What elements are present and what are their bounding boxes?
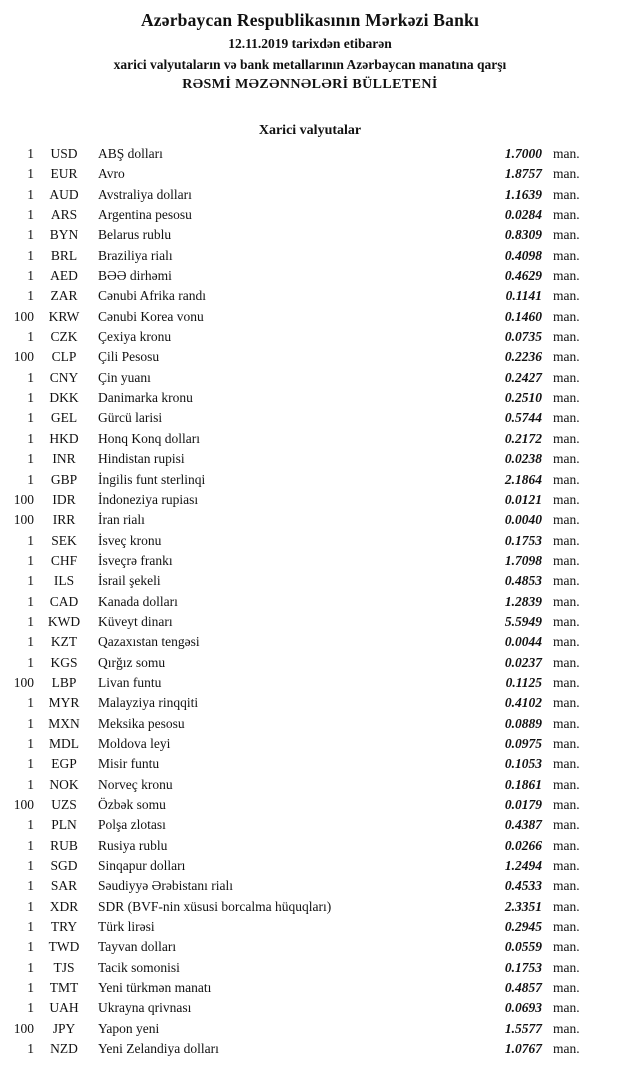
currency-code: NOK — [49, 776, 79, 792]
currency-code: KWD — [47, 613, 81, 629]
unit-suffix: man. — [553, 207, 580, 223]
rate-row — [0, 978, 590, 998]
rate-row — [0, 490, 590, 510]
currency-code: CLP — [51, 349, 77, 365]
unit-suffix: man. — [553, 410, 580, 426]
unit-suffix: man. — [553, 451, 580, 467]
rate-value: 0.4102 — [504, 695, 542, 711]
unit-suffix: man. — [553, 1000, 580, 1016]
unit-suffix: man. — [553, 247, 580, 263]
rate-value: 0.4533 — [504, 878, 542, 894]
rate-row — [0, 917, 590, 937]
currency-name: Braziliya rialı — [98, 247, 173, 263]
currency-code: CNY — [49, 369, 79, 385]
rate-row — [0, 185, 590, 205]
currency-code: ILS — [53, 573, 75, 589]
currency-name: Yeni türkmən manatı — [98, 980, 212, 996]
currency-name: Moldova leyi — [98, 735, 171, 751]
rate-row — [0, 937, 590, 957]
rate-quantity: 1 — [27, 552, 34, 568]
rates-table — [0, 144, 620, 1059]
rate-quantity: 1 — [27, 369, 34, 385]
currency-code: KZT — [50, 634, 78, 650]
currency-name: Çili Pesosu — [98, 349, 160, 365]
bulletin-subtitle: xarici valyutaların və bank metallarının Azərbaycan manatına qarşı — [113, 57, 507, 72]
rate-quantity: 1 — [27, 735, 34, 751]
currency-name: Honq Konq dolları — [98, 430, 200, 446]
unit-suffix: man. — [553, 146, 580, 161]
unit-suffix: man. — [553, 634, 580, 650]
unit-suffix: man. — [553, 1020, 580, 1036]
rate-row — [0, 408, 590, 428]
rate-row — [0, 307, 590, 327]
rate-quantity: 1 — [27, 329, 34, 345]
unit-suffix: man. — [553, 349, 580, 365]
currency-name: Tayvan dolları — [98, 939, 177, 955]
rate-quantity: 1 — [27, 593, 34, 609]
currency-code: TRY — [50, 919, 78, 935]
currency-code: PLN — [51, 817, 77, 833]
currency-name: SDR (BVF-nin xüsusi borcalma hüquqları) — [98, 898, 332, 914]
rate-value: 0.4387 — [504, 817, 542, 833]
unit-suffix: man. — [553, 654, 580, 670]
rate-quantity: 1 — [27, 532, 34, 548]
currency-code: UZS — [51, 797, 77, 812]
rate-value: 0.0975 — [504, 735, 542, 751]
currency-name: İndoneziya rupiası — [98, 491, 199, 507]
rate-row — [0, 734, 590, 754]
rate-row — [0, 592, 590, 612]
unit-suffix: man. — [553, 797, 580, 812]
effective-date: 12.11.2019 tarixdən etibarən — [228, 36, 392, 51]
rate-quantity: 1 — [27, 1041, 34, 1057]
rate-row — [0, 510, 590, 530]
unit-suffix: man. — [553, 532, 580, 548]
rate-value: 0.2236 — [504, 349, 542, 365]
rate-row — [0, 164, 590, 184]
bank-title: Azərbaycan Respublikasının Mərkəzi Bankı — [140, 10, 480, 30]
rate-row — [0, 876, 590, 896]
rate-quantity: 1 — [27, 939, 34, 955]
currency-name: Polşa zlotası — [98, 817, 166, 833]
currency-code: ZAR — [50, 288, 78, 304]
unit-suffix: man. — [553, 980, 580, 996]
currency-code: IDR — [52, 491, 76, 507]
rate-row — [0, 632, 590, 652]
rate-quantity: 100 — [13, 797, 34, 812]
bulletin-header — [0, 10, 620, 93]
currency-name: Misir funtu — [98, 756, 160, 772]
rate-row — [0, 551, 590, 571]
rate-quantity: 1 — [27, 186, 34, 202]
unit-suffix: man. — [553, 837, 580, 853]
currency-code: SEK — [51, 532, 77, 548]
unit-suffix: man. — [553, 898, 580, 914]
rate-quantity: 1 — [27, 410, 34, 426]
rate-row — [0, 531, 590, 551]
currency-name: Hindistan rupisi — [98, 451, 185, 467]
currency-name: İsveç kronu — [98, 532, 162, 548]
currency-name: Danimarka kronu — [98, 390, 193, 406]
rate-quantity: 1 — [27, 288, 34, 304]
currency-name: Belarus rublu — [98, 227, 172, 243]
rate-value: 0.0237 — [504, 654, 542, 670]
rate-value: 1.7000 — [504, 146, 542, 161]
unit-suffix: man. — [553, 329, 580, 345]
unit-suffix: man. — [553, 959, 580, 975]
currency-code: TMT — [49, 980, 79, 996]
rate-row — [0, 571, 590, 591]
currency-code: RUB — [50, 837, 78, 853]
rate-quantity: 1 — [27, 451, 34, 467]
currency-code: EUR — [50, 166, 78, 182]
currency-code: SAR — [50, 878, 78, 894]
currency-code: UAH — [49, 1000, 79, 1016]
currency-name: Cənubi Afrika randı — [98, 288, 206, 304]
currency-code: KGS — [50, 654, 78, 670]
currency-code: NZD — [50, 1041, 78, 1057]
unit-suffix: man. — [553, 756, 580, 772]
rate-value: 1.1639 — [504, 186, 542, 202]
rate-row — [0, 958, 590, 978]
rate-row — [0, 388, 590, 408]
currency-name: Türk lirəsi — [98, 919, 155, 935]
currency-name: Yapon yeni — [98, 1020, 160, 1036]
unit-suffix: man. — [553, 695, 580, 711]
currency-code: GEL — [50, 410, 78, 426]
unit-suffix: man. — [553, 715, 580, 731]
rate-value: 1.2839 — [504, 593, 542, 609]
currency-code: TJS — [53, 959, 75, 975]
currency-name: Gürcü larisi — [98, 410, 163, 426]
currency-code: CHF — [50, 552, 78, 568]
currency-code: USD — [50, 146, 78, 161]
rate-row — [0, 673, 590, 693]
currency-name: Meksika pesosu — [98, 715, 185, 731]
rate-value: 0.0693 — [504, 1000, 542, 1016]
unit-suffix: man. — [553, 939, 580, 955]
unit-suffix: man. — [553, 268, 580, 284]
currency-code: MYR — [48, 695, 80, 711]
currency-name: Rusiya rublu — [98, 837, 168, 853]
unit-suffix: man. — [553, 573, 580, 589]
currency-code: MDL — [49, 735, 79, 751]
rate-quantity: 1 — [27, 146, 34, 161]
rate-row — [0, 836, 590, 856]
unit-suffix: man. — [553, 186, 580, 202]
unit-suffix: man. — [553, 1041, 580, 1057]
rate-value: 0.4098 — [504, 247, 542, 263]
rate-quantity: 1 — [27, 959, 34, 975]
currency-code: JPY — [52, 1020, 76, 1036]
currency-code: BRL — [50, 247, 78, 263]
unit-suffix: man. — [553, 858, 580, 874]
rate-quantity: 1 — [27, 390, 34, 406]
currency-code: ARS — [50, 207, 78, 223]
rate-row — [0, 714, 590, 734]
currency-name: ABŞ dolları — [98, 146, 163, 161]
rate-row — [0, 347, 590, 367]
unit-suffix: man. — [553, 369, 580, 385]
unit-suffix: man. — [553, 776, 580, 792]
rate-row — [0, 815, 590, 835]
rate-quantity: 1 — [27, 268, 34, 284]
rate-quantity: 100 — [13, 491, 34, 507]
rate-row — [0, 1019, 590, 1039]
unit-suffix: man. — [553, 512, 580, 528]
rate-quantity: 1 — [27, 166, 34, 182]
rate-value: 0.1460 — [504, 308, 542, 324]
rate-value: 0.1753 — [504, 532, 542, 548]
rate-row — [0, 368, 590, 388]
rate-quantity: 1 — [27, 613, 34, 629]
rate-value: 0.0284 — [504, 207, 542, 223]
currency-code: AED — [50, 268, 78, 284]
rate-value: 0.0238 — [504, 451, 542, 467]
rate-quantity: 1 — [27, 878, 34, 894]
currency-code: INR — [52, 451, 76, 467]
unit-suffix: man. — [553, 288, 580, 304]
currency-name: Küveyt dinarı — [98, 613, 173, 629]
currency-name: Səudiyyə Ərəbistanı rialı — [98, 878, 233, 894]
rate-row — [0, 327, 590, 347]
rate-row — [0, 225, 590, 245]
rate-value: 0.0179 — [504, 797, 542, 812]
rate-value: 0.4629 — [504, 268, 542, 284]
currency-code: CZK — [50, 329, 78, 345]
rate-quantity: 1 — [27, 1000, 34, 1016]
rate-quantity: 100 — [13, 349, 34, 365]
currency-name: Argentina pesosu — [98, 207, 192, 223]
rate-quantity: 100 — [13, 1020, 34, 1036]
currency-name: Özbək somu — [98, 797, 166, 812]
rate-value: 0.0889 — [504, 715, 542, 731]
rate-row — [0, 897, 590, 917]
rate-quantity: 1 — [27, 430, 34, 446]
rate-quantity: 1 — [27, 756, 34, 772]
rate-quantity: 1 — [27, 227, 34, 243]
unit-suffix: man. — [553, 674, 580, 690]
currency-name: Çin yuanı — [98, 369, 151, 385]
unit-suffix: man. — [553, 817, 580, 833]
rate-quantity: 1 — [27, 654, 34, 670]
unit-suffix: man. — [553, 593, 580, 609]
unit-suffix: man. — [553, 552, 580, 568]
currency-code: AUD — [49, 186, 79, 202]
rate-value: 0.0044 — [504, 634, 542, 650]
rate-quantity: 1 — [27, 817, 34, 833]
rate-row — [0, 144, 590, 164]
currency-name: İsrail şekeli — [98, 573, 161, 589]
rate-value: 0.0121 — [504, 491, 542, 507]
unit-suffix: man. — [553, 878, 580, 894]
rate-quantity: 1 — [27, 898, 34, 914]
currency-code: EGP — [51, 756, 77, 772]
currency-name: Yeni Zelandiya dolları — [98, 1041, 219, 1057]
currency-name: Kanada dolları — [98, 593, 178, 609]
unit-suffix: man. — [553, 613, 580, 629]
rate-row — [0, 653, 590, 673]
rate-row — [0, 693, 590, 713]
currency-name: Avstraliya dolları — [98, 186, 192, 202]
rate-row — [0, 775, 590, 795]
rate-quantity: 1 — [27, 980, 34, 996]
currency-code: XDR — [49, 898, 79, 914]
rate-value: 0.8309 — [504, 227, 542, 243]
currency-code: LBP — [51, 674, 77, 690]
rate-value: 1.2494 — [504, 858, 542, 874]
rate-value: 0.0735 — [504, 329, 542, 345]
currency-name: BƏƏ dirhəmi — [98, 268, 172, 284]
rate-row — [0, 266, 590, 286]
currency-name: İran rialı — [98, 512, 145, 528]
rate-quantity: 1 — [27, 858, 34, 874]
currency-code: GBP — [50, 471, 78, 487]
currency-name: Ukrayna qrivnası — [98, 1000, 192, 1016]
unit-suffix: man. — [553, 471, 580, 487]
rate-row — [0, 429, 590, 449]
rate-quantity: 1 — [27, 247, 34, 263]
rate-quantity: 100 — [13, 308, 34, 324]
rate-row — [0, 754, 590, 774]
currency-name: İsveçrə frankı — [98, 552, 173, 568]
rate-value: 0.0559 — [504, 939, 542, 955]
rate-row — [0, 470, 590, 490]
rate-row — [0, 205, 590, 225]
rate-value: 1.5577 — [504, 1020, 542, 1036]
rate-quantity: 1 — [27, 207, 34, 223]
rate-quantity: 1 — [27, 695, 34, 711]
currency-name: Malayziya rinqqiti — [98, 695, 199, 711]
unit-suffix: man. — [553, 308, 580, 324]
unit-suffix: man. — [553, 166, 580, 182]
rate-value: 0.5744 — [504, 410, 542, 426]
currency-name: Cənubi Korea vonu — [98, 308, 204, 324]
currency-code: MXN — [48, 715, 80, 731]
currency-code: IRR — [52, 512, 76, 528]
rate-row — [0, 1039, 590, 1059]
currency-name: Norveç kronu — [98, 776, 173, 792]
rate-value: 0.2510 — [504, 390, 542, 406]
rate-row — [0, 856, 590, 876]
unit-suffix: man. — [553, 390, 580, 406]
rate-value: 0.1053 — [504, 756, 542, 772]
rate-value: 1.0767 — [504, 1041, 542, 1057]
currency-code: BYN — [49, 227, 79, 243]
rate-row — [0, 612, 590, 632]
rate-quantity: 1 — [27, 837, 34, 853]
rate-value: 0.4853 — [504, 573, 542, 589]
rate-value: 2.1864 — [504, 471, 542, 487]
currency-name: Çexiya kronu — [98, 329, 172, 345]
rate-quantity: 1 — [27, 634, 34, 650]
rate-value: 1.7098 — [504, 552, 542, 568]
rate-value: 0.2172 — [504, 430, 542, 446]
rate-row — [0, 246, 590, 266]
rate-row — [0, 286, 590, 306]
currency-name: Qırğız somu — [98, 654, 166, 670]
currency-code: CAD — [49, 593, 79, 609]
rate-quantity: 1 — [27, 471, 34, 487]
currency-name: Tacik somonisi — [98, 959, 180, 975]
currency-name: İngilis funt sterlinqi — [98, 471, 206, 487]
rate-quantity: 100 — [13, 674, 34, 690]
currency-code: TWD — [48, 939, 80, 955]
unit-suffix: man. — [553, 227, 580, 243]
rate-value: 5.5949 — [504, 613, 542, 629]
rate-row — [0, 998, 590, 1018]
rate-quantity: 1 — [27, 776, 34, 792]
currency-code: HKD — [49, 430, 79, 446]
rate-quantity: 100 — [13, 512, 34, 528]
rate-value: 1.8757 — [504, 166, 542, 182]
currency-code: KRW — [48, 308, 80, 324]
currency-name: Livan funtu — [98, 674, 162, 690]
rate-value: 0.1753 — [504, 959, 542, 975]
rate-row — [0, 449, 590, 469]
rate-quantity: 1 — [27, 919, 34, 935]
currency-name: Qazaxıstan tengəsi — [98, 634, 200, 650]
currency-name: Sinqapur dolları — [98, 858, 186, 874]
rate-value: 0.1141 — [505, 288, 542, 304]
unit-suffix: man. — [553, 430, 580, 446]
unit-suffix: man. — [553, 491, 580, 507]
rate-quantity: 1 — [27, 715, 34, 731]
currency-name: Avro — [98, 166, 125, 182]
unit-suffix: man. — [553, 919, 580, 935]
rate-value: 0.1861 — [504, 776, 542, 792]
rate-value: 0.0266 — [504, 837, 542, 853]
currency-code: DKK — [49, 390, 79, 406]
rate-value: 2.3351 — [504, 898, 542, 914]
rate-value: 0.1125 — [505, 674, 542, 690]
rate-value: 0.2945 — [504, 919, 542, 935]
section-title: Xarici valyutalar — [258, 123, 362, 138]
unit-suffix: man. — [553, 735, 580, 751]
currency-code: SGD — [50, 858, 78, 874]
rate-value: 0.2427 — [504, 369, 542, 385]
rate-quantity: 1 — [27, 573, 34, 589]
rate-row — [0, 795, 590, 815]
bulletin-title: RƏSMİ MƏZƏNNƏLƏRİ BÜLLETENİ — [182, 77, 438, 92]
rate-value: 0.0040 — [504, 512, 542, 528]
rate-value: 0.4857 — [504, 980, 542, 996]
